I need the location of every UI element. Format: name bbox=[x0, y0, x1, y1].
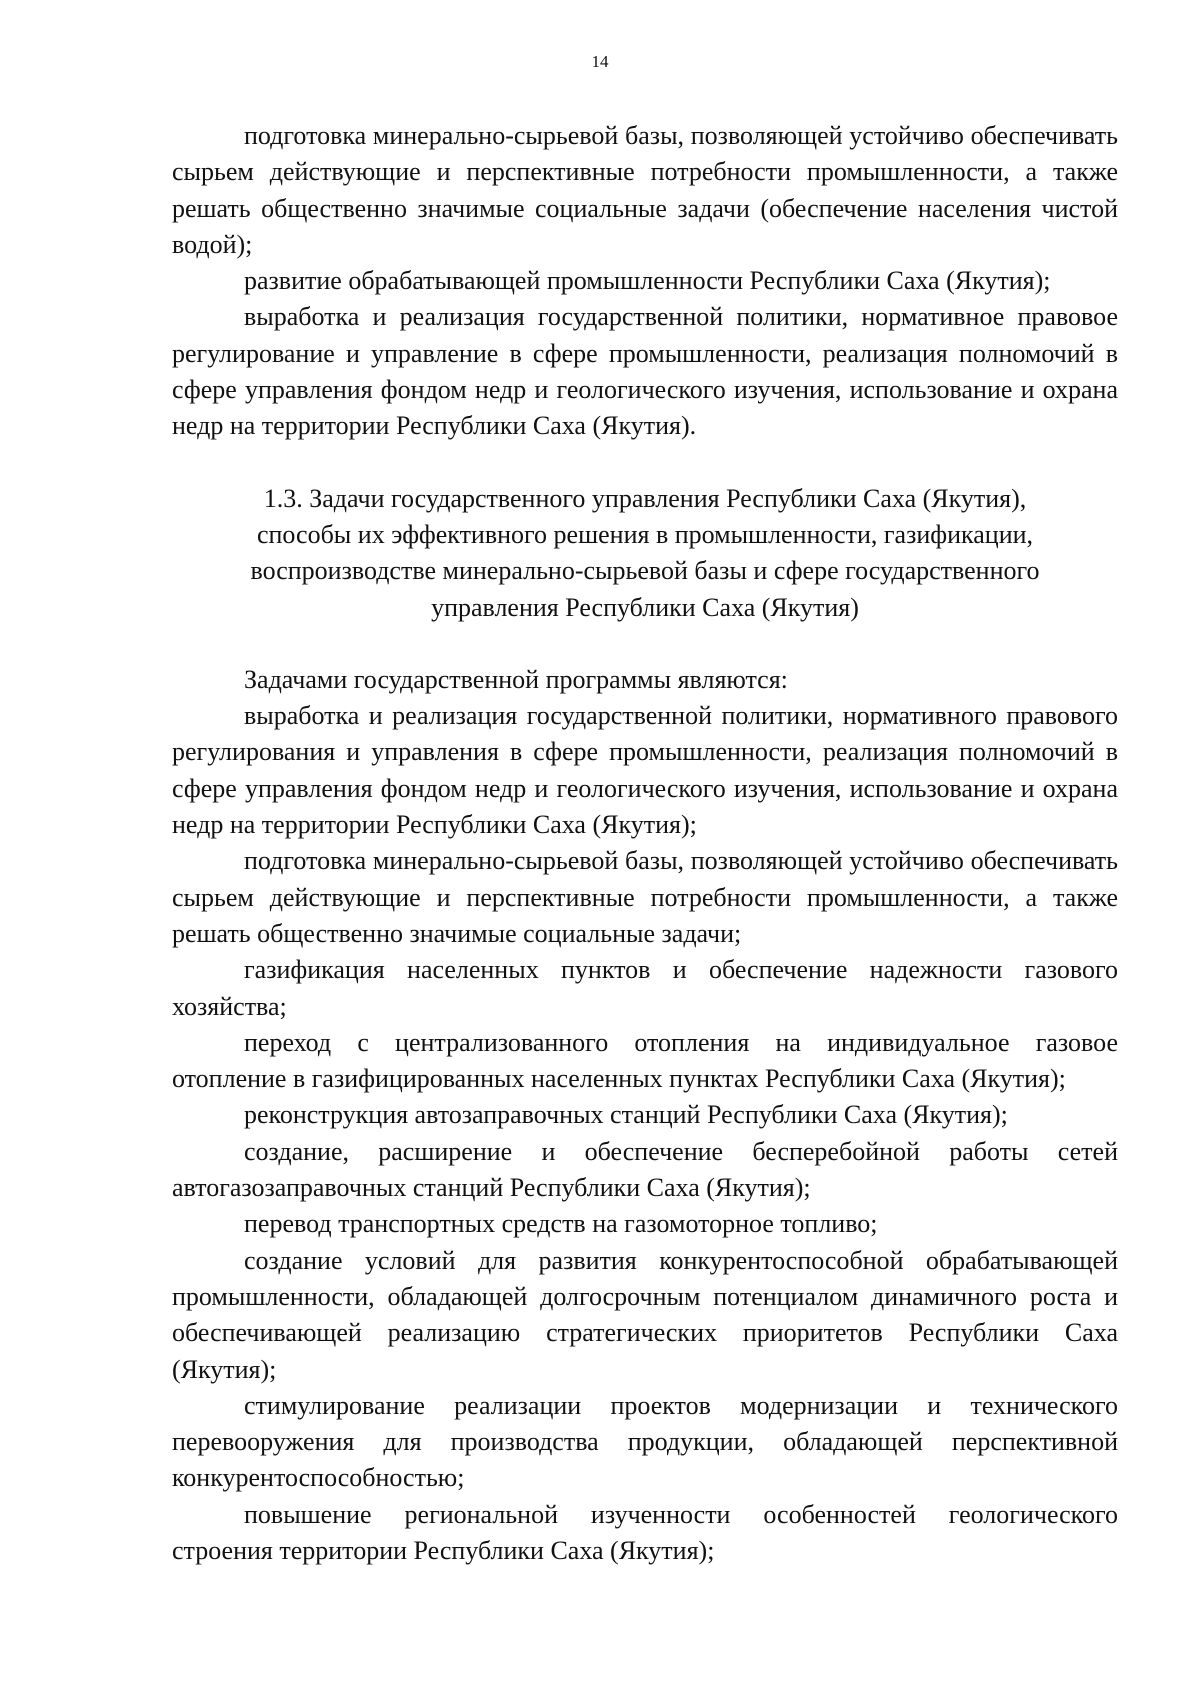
paragraph: выработка и реализация государственной политики, нормативное правовое регулирование и управление в сфере промышленности, реализация полномочий в сфере управления фондом недр и геологического изучения, использование и охрана недр на территории Республики Саха (Якутия). bbox=[172, 302, 1118, 441]
section-heading-line: способы их эффективного решения в промышленности, газификации, bbox=[256, 519, 1034, 549]
section-heading-line: 1.3. Задачи государственного управления Республики Саха (Якутия), bbox=[263, 483, 1027, 513]
paragraph: выработка и реализация государственной политики, нормативного правового регулирования и управления в сфере промышленности, реализация полномочий в сфере управления фондом недр и геологического изучения, использование и охрана недр на территории Республики Саха (Якутия); bbox=[172, 701, 1118, 840]
paragraph: Задачами государственной программы являются: bbox=[244, 664, 788, 694]
paragraph: реконструкция автозаправочных станций Республики Саха (Якутия); bbox=[244, 1100, 1008, 1130]
page-number: 14 bbox=[591, 52, 609, 71]
paragraph: газификация населенных пунктов и обеспечение надежности газового хозяйства; bbox=[172, 955, 1118, 1021]
paragraph: повышение региональной изученности особенностей геологического строения территории Республики Саха (Якутия); bbox=[172, 1499, 1118, 1565]
paragraph: подготовка минерально-сырьевой базы, позволяющей устойчиво обеспечивать сырьем действующие и перспективные потребности промышленности, а также решать общественно значимые социальные задачи; bbox=[172, 846, 1118, 948]
section-heading bbox=[172, 481, 1118, 626]
paragraph: развитие обрабатывающей промышленности Республики Саха (Якутия); bbox=[244, 266, 1051, 296]
paragraph: подготовка минерально-сырьевой базы, позволяющей устойчиво обеспечивать сырьем действующие и перспективные потребности промышленности, а также решать общественно значимые социальные задачи (обеспечение населения чистой водой); bbox=[172, 121, 1118, 259]
section-heading-line: управления Республики Саха (Якутия) bbox=[431, 592, 859, 622]
paragraph: создание условий для развития конкурентоспособной обрабатывающей промышленности, обладающей долгосрочным потенциалом динамичного роста и обеспечивающей реализацию стратегических приоритетов Республики Саха (Якутия); bbox=[172, 1245, 1118, 1384]
paragraph: переход с централизованного отопления на индивидуальное газовое отопление в газифицированных населенных пунктах Республики Саха (Якутия); bbox=[172, 1027, 1118, 1094]
paragraph: создание, расширение и обеспечение бесперебойной работы сетей автогазозаправочных станций Республики Саха (Якутия); bbox=[172, 1136, 1118, 1203]
page-body bbox=[172, 118, 1118, 1569]
section-heading-line: воспроизводстве минерально-сырьевой базы и сфере государственного bbox=[250, 556, 1040, 586]
paragraph: перевод транспортных средств на газомоторное топливо; bbox=[244, 1209, 878, 1239]
paragraph: стимулирование реализации проектов модернизации и технического перевооружения для производства продукции, обладающей перспективной конкурентоспособностью; bbox=[172, 1390, 1118, 1493]
